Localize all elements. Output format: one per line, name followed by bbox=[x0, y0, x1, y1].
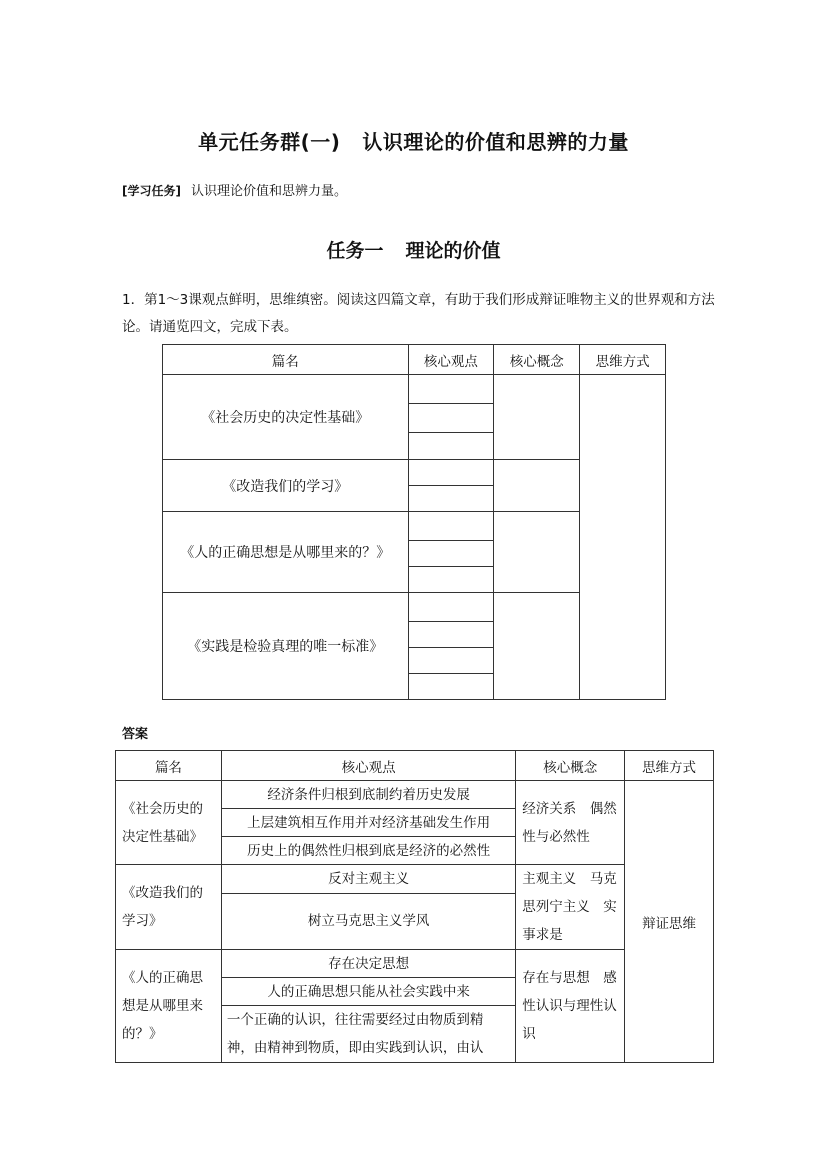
answer-view-cell: 反对主观主义 bbox=[221, 865, 515, 894]
table-header-row bbox=[163, 345, 666, 375]
blank-view-cell[interactable] bbox=[408, 622, 494, 648]
answer-view-cell: 上层建筑相互作用并对经济基础发生作用 bbox=[221, 809, 515, 837]
header-method: 思维方式 bbox=[580, 345, 666, 375]
blank-view-cell[interactable] bbox=[408, 460, 494, 486]
header-view: 核心观点 bbox=[221, 751, 515, 781]
learning-task-label: [学习任务] bbox=[122, 184, 181, 198]
answer-view-cell: 存在决定思想 bbox=[221, 950, 515, 978]
title-part1: 单元任务群(一) bbox=[198, 130, 341, 154]
blank-view-cell[interactable] bbox=[408, 674, 494, 700]
answer-label: 答案 bbox=[122, 727, 149, 742]
answer-concept-cell: 主观主义 马克思列宁主义 实事求是 bbox=[516, 865, 625, 950]
section-heading bbox=[0, 236, 827, 263]
header-method: 思维方式 bbox=[625, 751, 714, 781]
blank-method-cell[interactable] bbox=[580, 375, 666, 700]
blank-view-cell[interactable] bbox=[408, 567, 494, 593]
blank-table bbox=[162, 344, 666, 700]
blank-view-cell[interactable] bbox=[408, 593, 494, 622]
blank-view-cell[interactable] bbox=[408, 541, 494, 567]
title-part2: 认识理论的价值和思辨的力量 bbox=[362, 130, 629, 154]
blank-view-cell[interactable] bbox=[408, 404, 494, 433]
answer-piece-cell: 《改造我们的学习》 bbox=[116, 865, 222, 950]
blank-concept-cell[interactable] bbox=[494, 512, 580, 593]
header-concept: 核心概念 bbox=[494, 345, 580, 375]
blank-piece-cell: 《改造我们的学习》 bbox=[163, 460, 409, 512]
blank-view-cell[interactable] bbox=[408, 648, 494, 674]
answer-view-cell: 经济条件归根到底制约着历史发展 bbox=[221, 781, 515, 809]
learning-task bbox=[122, 180, 347, 199]
blank-piece-cell: 《人的正确思想是从哪里来的？》 bbox=[163, 512, 409, 593]
answer-piece-cell: 《社会历史的决定性基础》 bbox=[116, 781, 222, 865]
blank-view-cell[interactable] bbox=[408, 433, 494, 460]
answer-method-cell: 辩证思维 bbox=[625, 781, 714, 1063]
answer-view-cell: 树立马克思主义学风 bbox=[221, 893, 515, 949]
learning-task-text: 认识理论价值和思辨力量。 bbox=[190, 184, 347, 199]
page-title bbox=[0, 126, 827, 155]
blank-piece-cell: 《实践是检验真理的唯一标准》 bbox=[163, 593, 409, 700]
answer-view-cell: 人的正确思想只能从社会实践中来 bbox=[221, 978, 515, 1006]
header-title: 篇名 bbox=[116, 751, 222, 781]
answer-view-cell: 历史上的偶然性归根到底是经济的必然性 bbox=[221, 837, 515, 865]
answer-table bbox=[115, 750, 714, 1063]
blank-piece-cell: 《社会历史的决定性基础》 bbox=[163, 375, 409, 460]
section-heading-part1: 任务一 bbox=[326, 240, 384, 262]
header-view: 核心观点 bbox=[408, 345, 494, 375]
blank-view-cell[interactable] bbox=[408, 512, 494, 541]
blank-view-cell[interactable] bbox=[408, 375, 494, 404]
blank-concept-cell[interactable] bbox=[494, 460, 580, 512]
answer-piece-cell: 《人的正确思想是从哪里来的？》 bbox=[116, 950, 222, 1063]
blank-concept-cell[interactable] bbox=[494, 375, 580, 460]
answer-view-cell: 一个正确的认识，往往需要经过由物质到精神，由精神到物质，即由实践到认识，由认 bbox=[221, 1006, 515, 1063]
section-heading-part2: 理论的价值 bbox=[405, 240, 501, 262]
header-title: 篇名 bbox=[163, 345, 409, 375]
question-paragraph: 1．第1～3课观点鲜明，思维缜密。阅读这四篇文章，有助于我们形成辩证唯物主义的世界观和方法论。请通览四文，完成下表。 bbox=[122, 292, 715, 335]
blank-concept-cell[interactable] bbox=[494, 593, 580, 700]
answer-concept-cell: 经济关系 偶然性与必然性 bbox=[516, 781, 625, 865]
answer-concept-cell: 存在与思想 感性认识与理性认识 bbox=[516, 950, 625, 1063]
blank-view-cell[interactable] bbox=[408, 486, 494, 512]
header-concept: 核心概念 bbox=[516, 751, 625, 781]
table-header-row bbox=[116, 751, 714, 781]
